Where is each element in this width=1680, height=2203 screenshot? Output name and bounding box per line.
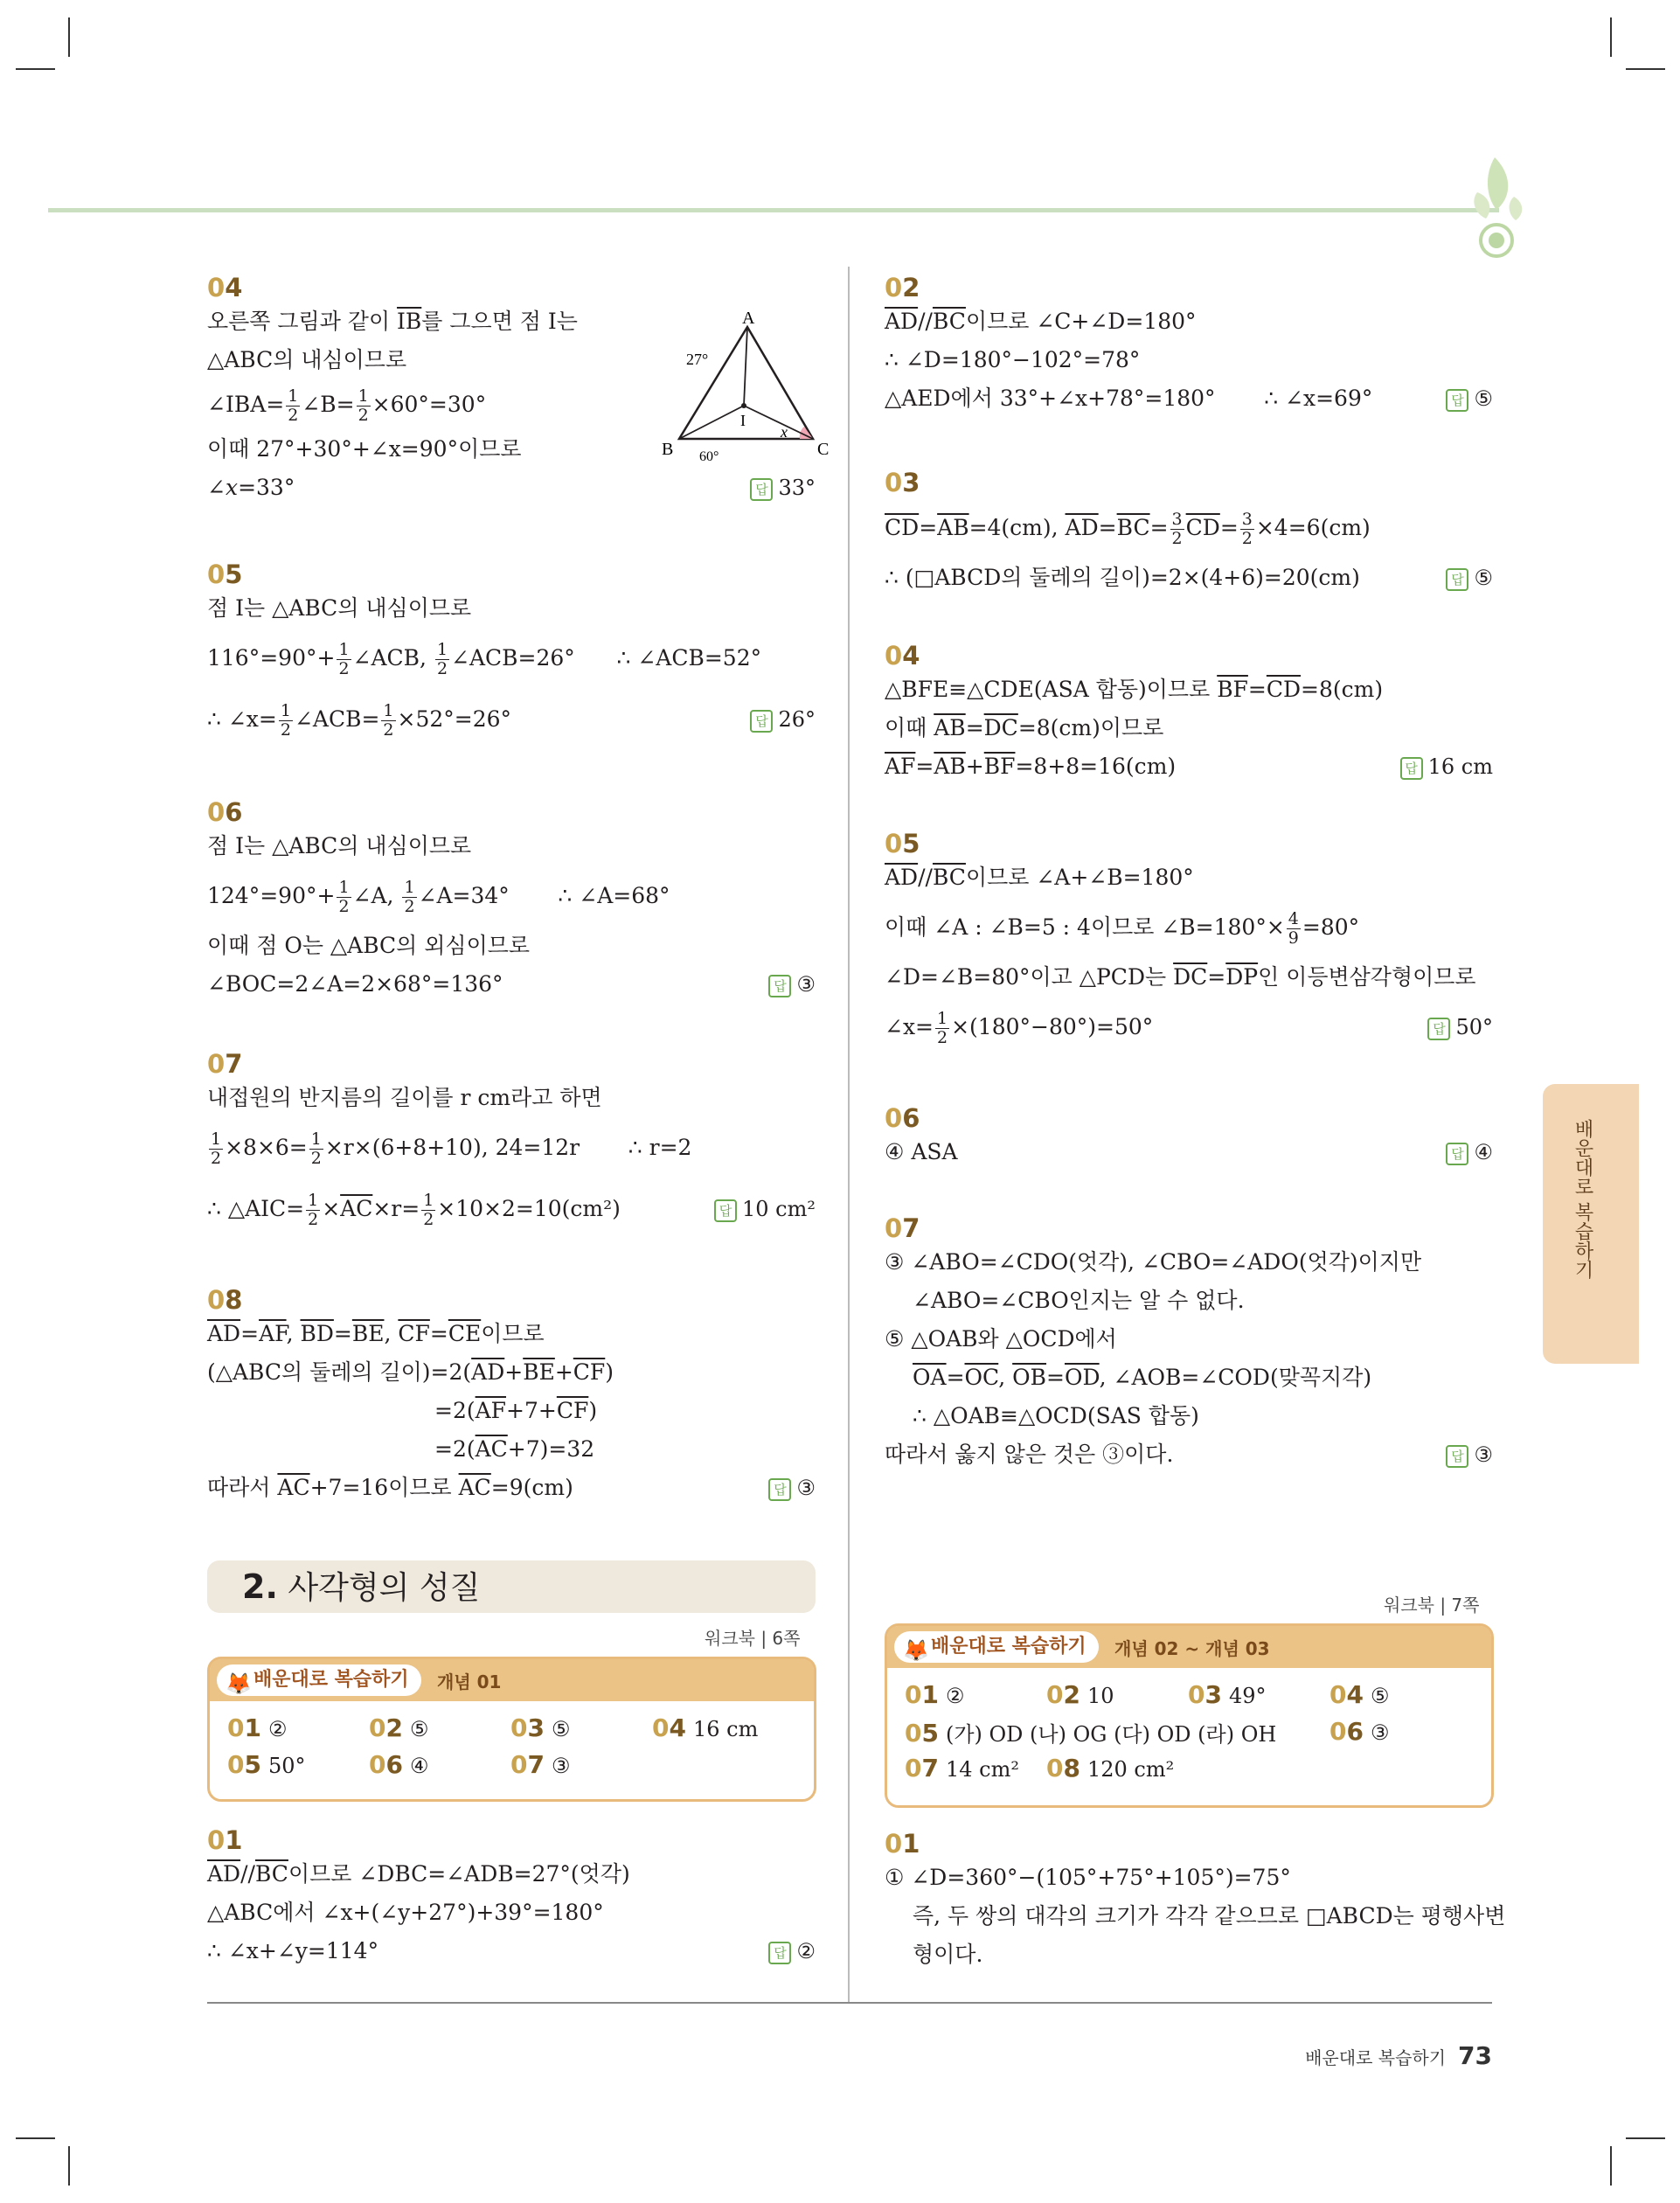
answer-tag-icon: 답 bbox=[1446, 568, 1468, 591]
right-q07 bbox=[885, 1213, 1493, 1474]
angle-x-label: x bbox=[781, 423, 788, 441]
problem-number: 05 bbox=[885, 829, 920, 858]
text-line: 116°=90°+ $\frac{1}{2}$ ∠ACB, $\frac{1}{2}$ ∠ACB=26° ∴ ∠ACB=52° bbox=[207, 640, 762, 678]
review-label: 🦊 배운대로 복습하기 bbox=[894, 1631, 1099, 1663]
text-line: △ABC의 내심이므로 bbox=[207, 347, 407, 372]
header-rule bbox=[48, 208, 1499, 212]
text-line: 점 I는 △ABC의 내심이므로 bbox=[207, 595, 472, 621]
text-line: ⑤ △OAB와 △OCD에서 bbox=[885, 1326, 1117, 1352]
text-line: 이때 ∠A : ∠B=5 : 4이므로 ∠B=180°× $\frac{4}{9}$ =80° bbox=[885, 909, 1360, 948]
problem-number: 01 bbox=[885, 1829, 920, 1859]
review-item: 07 ③ bbox=[510, 1750, 571, 1779]
answer-tag-icon: 답 bbox=[1446, 1445, 1468, 1468]
review-item: 07 14 cm² bbox=[905, 1754, 1019, 1783]
answer-tag-icon: 답 bbox=[1446, 1143, 1468, 1165]
review-item: 02 ⑤ bbox=[369, 1713, 429, 1742]
text-line: 내접원의 반지름의 길이를 r cm라고 하면 bbox=[207, 1085, 602, 1110]
text-line: 즉, 두 쌍의 대각의 크기가 각각 같으므로 □ABCD는 평행사변 bbox=[913, 1903, 1506, 1928]
text-line: ∴ △OAB≡△OCD(SAS 합동) bbox=[913, 1403, 1199, 1428]
fox-icon: 🦊 bbox=[903, 1638, 929, 1663]
text-line: 따라서 $\overline{AC}+7=16$이므로 $\overline{AC}=9(cm)$ 답 ③ bbox=[207, 1469, 816, 1507]
answer-tag-icon: 답 bbox=[1446, 389, 1468, 412]
left-q07 bbox=[207, 1049, 816, 1240]
column-divider bbox=[848, 267, 850, 2002]
review-item: 01 ② bbox=[227, 1713, 288, 1742]
text-line: ∴ ∠x+∠y=114° 답 ② bbox=[207, 1932, 816, 1970]
text-line: 형이다. bbox=[913, 1942, 983, 1967]
crop-mark bbox=[1626, 2137, 1665, 2139]
text-line: 오른쪽 그림과 같이 $\overline{IB}$를 그으면 점 I는 bbox=[207, 309, 578, 334]
answer-tag-icon: 답 bbox=[1427, 1018, 1450, 1040]
text-line: $\overline{AD}//\overline{BC}$이므로 ∠C+∠D=180° bbox=[885, 309, 1197, 334]
text-line: ∠ABO=∠CBO인지는 알 수 없다. bbox=[913, 1288, 1245, 1313]
text-line: $\overline{AD}=\overline{AF}$, $\overline{BD}=\overline{BE}$, $\overline{CF}=\overline{CE}$이므로 bbox=[207, 1321, 545, 1346]
left-q05 bbox=[207, 559, 816, 750]
right-q03 bbox=[885, 468, 1493, 597]
problem-number: 03 bbox=[885, 468, 920, 497]
review-label: 🦊 배운대로 복습하기 bbox=[217, 1664, 421, 1696]
problem-number: 07 bbox=[885, 1213, 920, 1243]
text-line: ∠x= $\frac{1}{2}$ ×(180°−80°)=50° 답 50° bbox=[885, 997, 1493, 1058]
text-line: ∴ ∠x= $\frac{1}{2}$ ∠ACB= $\frac{1}{2}$ ×52°=26° 답 26° bbox=[207, 689, 816, 750]
left-q08 bbox=[207, 1285, 816, 1507]
text-line: △ABC에서 ∠x+(∠y+27°)+39°=180° bbox=[207, 1900, 604, 1925]
problem-number: 06 bbox=[207, 797, 243, 827]
text-line: $\overline{OA}=\overline{OC}$, $\overline{OB}=\overline{OD}$, ∠AOB=∠COD(맞꼭지각) bbox=[913, 1365, 1372, 1390]
text-line: $\overline{AD}//\overline{BC}$이므로 ∠DBC=∠ADB=27°(엇각) bbox=[207, 1861, 630, 1887]
text-line: 124°=90°+ $\frac{1}{2}$ ∠A, $\frac{1}{2}$ ∠A=34° ∴ ∠A=68° bbox=[207, 878, 670, 916]
problem-number: 05 bbox=[207, 559, 243, 589]
text-line: 이때 $\overline{AB}=\overline{DC}=8(cm)$이므로 bbox=[885, 715, 1164, 740]
text-line: $=2(\overline{AC}+7)=32$ bbox=[434, 1436, 595, 1462]
review-box bbox=[207, 1657, 816, 1802]
right-q02 bbox=[885, 273, 1493, 418]
text-line: ∠IBA= $\frac{1}{2}$ ∠B= $\frac{1}{2}$ ×60°=30° bbox=[207, 386, 487, 425]
vertex-c: C bbox=[817, 440, 830, 459]
left-q06 bbox=[207, 797, 816, 1004]
text-line: 이때 27°+30°+∠x=90°이므로 bbox=[207, 436, 522, 462]
right-q04 bbox=[885, 641, 1493, 786]
answer: 답 10 cm² bbox=[714, 1178, 816, 1240]
concept-label: 개념 02 ~ 개념 03 bbox=[1114, 1638, 1270, 1659]
review-item: 04 16 cm bbox=[652, 1713, 759, 1742]
problem-number: 01 bbox=[207, 1825, 243, 1855]
page-number: 73 bbox=[1458, 2041, 1492, 2070]
text-line: $\overline{CD}=\overline{AB}=4(cm)$, $\overline{AD}=\overline{BC}=$ $\frac{3}{2}$ $\overline{CD}=$ $\frac{3}{2}$ ×4=6(cm) bbox=[885, 510, 1371, 548]
concept-label: 개념 01 bbox=[437, 1671, 502, 1692]
problem-number: 06 bbox=[885, 1103, 920, 1133]
text-line: $\overline{AF}=\overline{AB}+\overline{BF}=8+8=16(cm)$ 답 16 cm bbox=[885, 747, 1493, 786]
point-i: I bbox=[740, 412, 746, 429]
review-header bbox=[887, 1626, 1491, 1668]
problem-number: 07 bbox=[207, 1049, 243, 1079]
review-item: 03 ⑤ bbox=[510, 1713, 571, 1742]
problem-number: 08 bbox=[207, 1285, 243, 1315]
answer: 답 50° bbox=[1427, 997, 1493, 1058]
text-line: $=2(\overline{AF}+7+\overline{CF})$ bbox=[434, 1398, 598, 1423]
problem-number: 04 bbox=[207, 273, 243, 302]
crop-mark bbox=[16, 68, 55, 70]
text-line: 따라서 옳지 않은 것은 ③이다. 답 ③ bbox=[885, 1435, 1493, 1474]
crop-mark bbox=[1626, 68, 1665, 70]
answer-tag-icon: 답 bbox=[1400, 757, 1423, 780]
answer: 답 ③ bbox=[1446, 1435, 1493, 1474]
text-line: ∠D=∠B=80°이고 △PCD는 $\overline{DC}=\overline{DP}$인 이등변삼각형이므로 bbox=[885, 964, 1476, 990]
leaf-ornament-icon bbox=[1460, 149, 1530, 262]
text-line: ① ∠D=360°−(105°+75°+105°)=75° bbox=[885, 1865, 1291, 1890]
right-q06 bbox=[885, 1103, 1493, 1171]
fox-icon: 🦊 bbox=[226, 1671, 252, 1696]
footer-rule bbox=[207, 2002, 1492, 2004]
vertex-a: A bbox=[742, 309, 755, 328]
text-line: $\overline{AD}//\overline{BC}$이므로 ∠A+∠B=180° bbox=[885, 865, 1194, 890]
text-line: ∴ △AIC= $\frac{1}{2}$ $\times\overline{AC}\times r=$ $\frac{1}{2}$ ×10×2=10(cm²) 답 10 cm² bbox=[207, 1178, 816, 1240]
answer-tag-icon: 답 bbox=[750, 710, 773, 733]
answer-tag-icon: 답 bbox=[750, 478, 773, 501]
text-line: △AED에서 33°+∠x+78°=180° ∴ ∠x=69° 답 ⑤ bbox=[885, 379, 1493, 418]
crop-mark bbox=[16, 2137, 55, 2139]
section-title: 2. 사각형의 성질 bbox=[207, 1560, 816, 1613]
review-item: 05 50° bbox=[227, 1750, 306, 1779]
review-item: 03 49° bbox=[1188, 1680, 1267, 1709]
review-item: 01 ② bbox=[905, 1680, 965, 1709]
crop-mark bbox=[68, 2146, 70, 2186]
review-item: 08 120 cm² bbox=[1046, 1754, 1175, 1783]
review-item: 05 (가) OD (나) OG (다) OD (라) OH bbox=[905, 1719, 1277, 1748]
page-footer: 배운대로 복습하기 73 bbox=[1305, 2041, 1492, 2070]
review-item: 06 ③ bbox=[1329, 1717, 1390, 1746]
right-q05 bbox=[885, 829, 1493, 1058]
text-line: ④ ASA 답 ④ bbox=[885, 1133, 1493, 1171]
answer: 답 ④ bbox=[1446, 1133, 1493, 1171]
crop-mark bbox=[1610, 2146, 1612, 2186]
answer: 답 ③ bbox=[768, 965, 816, 1004]
review-box bbox=[885, 1623, 1494, 1808]
answer: 답 16 cm bbox=[1400, 747, 1493, 786]
text-line: (△ABC의 둘레의 길이)$=2(\overline{AD}+\overline{BE}+\overline{CF})$ bbox=[207, 1359, 614, 1385]
answer: 답 ③ bbox=[768, 1469, 816, 1507]
review-header bbox=[210, 1659, 814, 1701]
answer-tag-icon: 답 bbox=[768, 975, 791, 997]
text-line: △BFE≡△CDE(ASA 합동)이므로 $\overline{BF}=\overline{CD}=8(cm)$ bbox=[885, 677, 1384, 702]
text-line: ∠BOC=2∠A=2×68°=136° 답 ③ bbox=[207, 965, 816, 1004]
crop-mark bbox=[1610, 17, 1612, 57]
review-item: 04 ⑤ bbox=[1329, 1680, 1390, 1709]
text-line: ∴ ∠D=180°−102°=78° bbox=[885, 347, 1141, 372]
text-line: ③ ∠ABO=∠CDO(엇각), ∠CBO=∠ADO(엇각)이지만 bbox=[885, 1249, 1422, 1275]
answer: 답 ⑤ bbox=[1446, 379, 1493, 418]
text-line: ∠x=33° 답 33° bbox=[207, 469, 816, 507]
problem-number: 02 bbox=[885, 273, 920, 302]
answer-tag-icon: 답 bbox=[714, 1199, 737, 1222]
review-item: 06 ④ bbox=[369, 1750, 429, 1779]
text-line: 이때 점 O는 △ABC의 외심이므로 bbox=[207, 933, 531, 958]
workbook-ref: 워크북 | 7쪽 bbox=[1384, 1595, 1480, 1616]
crop-mark bbox=[68, 17, 70, 57]
answer-tag-icon: 답 bbox=[768, 1942, 791, 1964]
answer: 답 33° bbox=[750, 469, 816, 507]
workbook-ref: 워크북 | 6쪽 bbox=[705, 1628, 801, 1649]
answer: 답 26° bbox=[750, 689, 816, 750]
angle-label: 27° bbox=[686, 351, 709, 368]
triangle-figure bbox=[660, 308, 835, 469]
review-item: 02 10 bbox=[1046, 1680, 1114, 1709]
text-line: 점 I는 △ABC의 내심이므로 bbox=[207, 833, 472, 858]
answer: 답 ⑤ bbox=[1446, 559, 1493, 597]
text-line: $\frac{1}{2}$ ×8×6= $\frac{1}{2}$ ×r×(6+8+10), 24=12r ∴ r=2 bbox=[211, 1129, 692, 1168]
text-line: ∴ (□ABCD의 둘레의 길이)=2×(4+6)=20(cm) 답 ⑤ bbox=[885, 559, 1493, 597]
vertex-b: B bbox=[662, 440, 674, 459]
side-tab: 배운대로 복습하기 bbox=[1543, 1084, 1639, 1364]
answer: 답 ② bbox=[768, 1932, 816, 1970]
answer-tag-icon: 답 bbox=[768, 1478, 791, 1501]
problem-number: 04 bbox=[885, 641, 920, 671]
left-p01 bbox=[207, 1825, 816, 1970]
right-p01 bbox=[885, 1829, 1506, 1974]
angle-label: 60° bbox=[699, 449, 719, 464]
